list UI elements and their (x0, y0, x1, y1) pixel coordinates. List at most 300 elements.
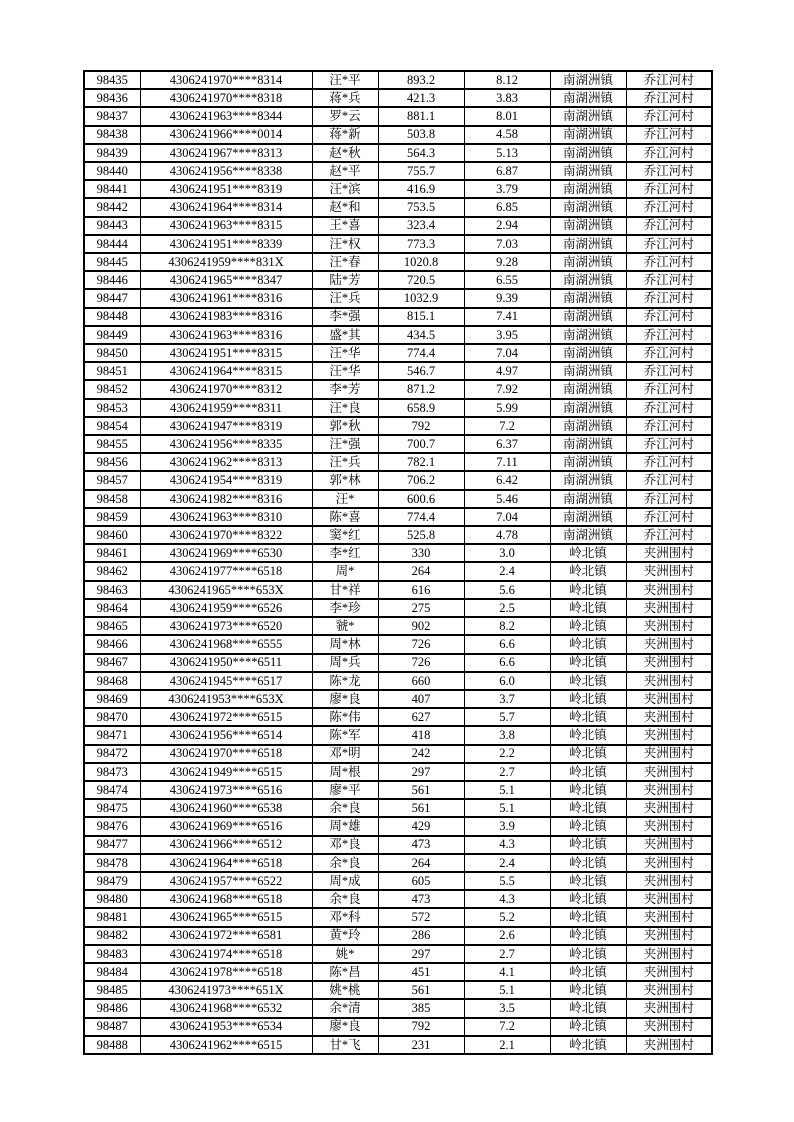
cell-serial: 98485 (84, 981, 140, 999)
cell-id_masked: 4306241960****6538 (140, 799, 312, 817)
cell-name: 余*良 (312, 890, 378, 908)
cell-name: 汪* (312, 490, 378, 508)
table-row (84, 198, 712, 216)
cell-amount: 385 (378, 999, 464, 1017)
cell-serial: 98464 (84, 599, 140, 617)
cell-id_masked: 4306241970****8322 (140, 526, 312, 544)
cell-village: 乔江河村 (626, 144, 712, 162)
cell-serial: 98481 (84, 908, 140, 926)
cell-town: 南湖洲镇 (550, 235, 626, 253)
cell-name: 余*清 (312, 999, 378, 1017)
cell-serial: 98457 (84, 471, 140, 489)
cell-amount: 773.3 (378, 235, 464, 253)
cell-id_masked: 4306241966****0014 (140, 126, 312, 144)
cell-name: 邓*科 (312, 908, 378, 926)
cell-village: 夹洲围村 (626, 654, 712, 672)
cell-town: 岭北镇 (550, 890, 626, 908)
cell-name: 赵*和 (312, 198, 378, 216)
cell-name: 郭*秋 (312, 417, 378, 435)
cell-ratio: 5.1 (464, 781, 550, 799)
cell-amount: 407 (378, 690, 464, 708)
cell-ratio: 9.39 (464, 289, 550, 307)
cell-id_masked: 4306241983****8316 (140, 308, 312, 326)
cell-amount: 815.1 (378, 308, 464, 326)
cell-serial: 98482 (84, 927, 140, 945)
cell-name: 廖*良 (312, 690, 378, 708)
cell-serial: 98455 (84, 435, 140, 453)
cell-town: 岭北镇 (550, 781, 626, 799)
cell-serial: 98436 (84, 89, 140, 107)
cell-ratio: 4.3 (464, 890, 550, 908)
cell-id_masked: 4306241972****6515 (140, 708, 312, 726)
table-row (84, 126, 712, 144)
cell-village: 乔江河村 (626, 399, 712, 417)
table-row (84, 763, 712, 781)
cell-amount: 881.1 (378, 107, 464, 125)
cell-village: 乔江河村 (626, 453, 712, 471)
cell-town: 岭北镇 (550, 836, 626, 854)
cell-village: 夹洲围村 (626, 635, 712, 653)
cell-town: 岭北镇 (550, 654, 626, 672)
cell-serial: 98477 (84, 836, 140, 854)
cell-village: 乔江河村 (626, 417, 712, 435)
cell-town: 南湖洲镇 (550, 71, 626, 89)
cell-id_masked: 4306241963****8310 (140, 508, 312, 526)
cell-amount: 774.4 (378, 344, 464, 362)
table-row (84, 562, 712, 580)
cell-ratio: 6.55 (464, 271, 550, 289)
cell-ratio: 6.87 (464, 162, 550, 180)
cell-ratio: 3.0 (464, 544, 550, 562)
cell-name: 周*雄 (312, 817, 378, 835)
cell-ratio: 2.2 (464, 745, 550, 763)
table-row (84, 799, 712, 817)
cell-id_masked: 4306241959****8311 (140, 399, 312, 417)
cell-ratio: 8.2 (464, 617, 550, 635)
cell-serial: 98465 (84, 617, 140, 635)
cell-ratio: 8.12 (464, 71, 550, 89)
cell-serial: 98467 (84, 654, 140, 672)
cell-id_masked: 4306241956****6514 (140, 726, 312, 744)
table-row (84, 107, 712, 125)
cell-village: 夹洲围村 (626, 799, 712, 817)
cell-village: 乔江河村 (626, 180, 712, 198)
cell-amount: 264 (378, 854, 464, 872)
cell-town: 岭北镇 (550, 1036, 626, 1054)
cell-serial: 98446 (84, 271, 140, 289)
table-row (84, 872, 712, 890)
cell-amount: 429 (378, 817, 464, 835)
cell-serial: 98462 (84, 562, 140, 580)
cell-serial: 98438 (84, 126, 140, 144)
cell-amount: 616 (378, 581, 464, 599)
cell-amount: 561 (378, 781, 464, 799)
cell-village: 夹洲围村 (626, 544, 712, 562)
cell-town: 岭北镇 (550, 908, 626, 926)
cell-village: 夹洲围村 (626, 690, 712, 708)
cell-id_masked: 4306241964****8314 (140, 198, 312, 216)
cell-name: 汪*兵 (312, 289, 378, 307)
table-row (84, 854, 712, 872)
table-row (84, 435, 712, 453)
cell-town: 南湖洲镇 (550, 380, 626, 398)
cell-serial: 98460 (84, 526, 140, 544)
cell-serial: 98456 (84, 453, 140, 471)
cell-town: 南湖洲镇 (550, 490, 626, 508)
table-row (84, 544, 712, 562)
cell-ratio: 2.6 (464, 927, 550, 945)
cell-id_masked: 4306241966****6512 (140, 836, 312, 854)
cell-amount: 297 (378, 763, 464, 781)
cell-name: 盛*其 (312, 326, 378, 344)
table-row (84, 380, 712, 398)
cell-name: 赵*秋 (312, 144, 378, 162)
table-row (84, 745, 712, 763)
cell-serial: 98459 (84, 508, 140, 526)
cell-serial: 98466 (84, 635, 140, 653)
cell-id_masked: 4306241949****6515 (140, 763, 312, 781)
cell-name: 汪*华 (312, 362, 378, 380)
cell-name: 陆*芳 (312, 271, 378, 289)
cell-village: 乔江河村 (626, 235, 712, 253)
cell-id_masked: 4306241967****8313 (140, 144, 312, 162)
cell-id_masked: 4306241962****8313 (140, 453, 312, 471)
cell-name: 虢* (312, 617, 378, 635)
cell-name: 汪*滨 (312, 180, 378, 198)
cell-town: 岭北镇 (550, 963, 626, 981)
cell-name: 汪*权 (312, 235, 378, 253)
cell-ratio: 2.94 (464, 217, 550, 235)
cell-town: 岭北镇 (550, 635, 626, 653)
cell-ratio: 5.1 (464, 799, 550, 817)
table-row (84, 471, 712, 489)
cell-town: 岭北镇 (550, 599, 626, 617)
cell-village: 夹洲围村 (626, 781, 712, 799)
cell-village: 夹洲围村 (626, 745, 712, 763)
cell-town: 岭北镇 (550, 763, 626, 781)
cell-village: 夹洲围村 (626, 581, 712, 599)
cell-amount: 242 (378, 745, 464, 763)
cell-town: 岭北镇 (550, 708, 626, 726)
cell-serial: 98447 (84, 289, 140, 307)
table-row (84, 399, 712, 417)
cell-town: 南湖洲镇 (550, 217, 626, 235)
cell-town: 南湖洲镇 (550, 126, 626, 144)
cell-amount: 755.7 (378, 162, 464, 180)
table-row (84, 289, 712, 307)
cell-serial: 98452 (84, 380, 140, 398)
cell-ratio: 3.7 (464, 690, 550, 708)
cell-village: 夹洲围村 (626, 763, 712, 781)
cell-ratio: 4.78 (464, 526, 550, 544)
cell-serial: 98441 (84, 180, 140, 198)
cell-town: 南湖洲镇 (550, 362, 626, 380)
cell-name: 李*珍 (312, 599, 378, 617)
cell-name: 蒋*新 (312, 126, 378, 144)
cell-amount: 418 (378, 726, 464, 744)
cell-amount: 605 (378, 872, 464, 890)
cell-town: 南湖洲镇 (550, 344, 626, 362)
cell-ratio: 3.79 (464, 180, 550, 198)
cell-id_masked: 4306241959****6526 (140, 599, 312, 617)
cell-id_masked: 4306241964****6518 (140, 854, 312, 872)
cell-town: 南湖洲镇 (550, 526, 626, 544)
cell-name: 窦*红 (312, 526, 378, 544)
cell-name: 周* (312, 562, 378, 580)
cell-name: 廖*良 (312, 1018, 378, 1036)
cell-serial: 98443 (84, 217, 140, 235)
cell-id_masked: 4306241977****6518 (140, 562, 312, 580)
table-row (84, 362, 712, 380)
cell-town: 南湖洲镇 (550, 289, 626, 307)
cell-id_masked: 4306241962****6515 (140, 1036, 312, 1054)
cell-ratio: 4.3 (464, 836, 550, 854)
cell-name: 罗*云 (312, 107, 378, 125)
cell-ratio: 6.6 (464, 654, 550, 672)
cell-name: 周*根 (312, 763, 378, 781)
cell-serial: 98486 (84, 999, 140, 1017)
cell-name: 李*红 (312, 544, 378, 562)
cell-amount: 660 (378, 672, 464, 690)
cell-town: 岭北镇 (550, 945, 626, 963)
cell-serial: 98440 (84, 162, 140, 180)
cell-name: 李*芳 (312, 380, 378, 398)
cell-amount: 286 (378, 927, 464, 945)
table-row (84, 1018, 712, 1036)
cell-village: 乔江河村 (626, 362, 712, 380)
table-row (84, 271, 712, 289)
cell-id_masked: 4306241947****8319 (140, 417, 312, 435)
cell-amount: 330 (378, 544, 464, 562)
cell-town: 南湖洲镇 (550, 326, 626, 344)
cell-name: 甘*祥 (312, 581, 378, 599)
cell-amount: 297 (378, 945, 464, 963)
cell-village: 夹洲围村 (626, 999, 712, 1017)
cell-amount: 323.4 (378, 217, 464, 235)
cell-amount: 753.5 (378, 198, 464, 216)
cell-id_masked: 4306241951****8339 (140, 235, 312, 253)
cell-name: 邓*良 (312, 836, 378, 854)
cell-village: 夹洲围村 (626, 908, 712, 926)
table-row (84, 672, 712, 690)
cell-serial: 98442 (84, 198, 140, 216)
cell-serial: 98444 (84, 235, 140, 253)
cell-name: 姚* (312, 945, 378, 963)
cell-name: 陈*军 (312, 726, 378, 744)
cell-village: 夹洲围村 (626, 963, 712, 981)
cell-name: 余*良 (312, 854, 378, 872)
cell-serial: 98449 (84, 326, 140, 344)
cell-id_masked: 4306241972****6581 (140, 927, 312, 945)
cell-serial: 98461 (84, 544, 140, 562)
cell-amount: 275 (378, 599, 464, 617)
cell-id_masked: 4306241973****6516 (140, 781, 312, 799)
cell-town: 南湖洲镇 (550, 198, 626, 216)
table-row (84, 999, 712, 1017)
cell-serial: 98480 (84, 890, 140, 908)
cell-id_masked: 4306241951****8319 (140, 180, 312, 198)
cell-id_masked: 4306241956****8335 (140, 435, 312, 453)
cell-town: 南湖洲镇 (550, 308, 626, 326)
cell-name: 黄*玲 (312, 927, 378, 945)
table-row (84, 963, 712, 981)
cell-village: 夹洲围村 (626, 562, 712, 580)
cell-village: 乔江河村 (626, 162, 712, 180)
cell-town: 岭北镇 (550, 799, 626, 817)
cell-amount: 726 (378, 635, 464, 653)
cell-amount: 658.9 (378, 399, 464, 417)
cell-amount: 416.9 (378, 180, 464, 198)
cell-name: 周*林 (312, 635, 378, 653)
cell-ratio: 9.28 (464, 253, 550, 271)
cell-serial: 98483 (84, 945, 140, 963)
cell-village: 夹洲围村 (626, 1018, 712, 1036)
cell-serial: 98473 (84, 763, 140, 781)
cell-village: 乔江河村 (626, 271, 712, 289)
cell-ratio: 6.85 (464, 198, 550, 216)
cell-ratio: 5.13 (464, 144, 550, 162)
table-body (84, 71, 712, 1054)
cell-id_masked: 4306241963****8316 (140, 326, 312, 344)
cell-serial: 98469 (84, 690, 140, 708)
cell-ratio: 8.01 (464, 107, 550, 125)
cell-village: 夹洲围村 (626, 872, 712, 890)
cell-id_masked: 4306241973****6520 (140, 617, 312, 635)
table-row (84, 945, 712, 963)
cell-village: 乔江河村 (626, 435, 712, 453)
cell-serial: 98437 (84, 107, 140, 125)
cell-serial: 98439 (84, 144, 140, 162)
cell-ratio: 5.2 (464, 908, 550, 926)
table-row (84, 581, 712, 599)
cell-ratio: 5.1 (464, 981, 550, 999)
cell-amount: 434.5 (378, 326, 464, 344)
cell-village: 乔江河村 (626, 253, 712, 271)
cell-id_masked: 4306241945****6517 (140, 672, 312, 690)
cell-serial: 98478 (84, 854, 140, 872)
cell-amount: 893.2 (378, 71, 464, 89)
cell-amount: 264 (378, 562, 464, 580)
cell-amount: 720.5 (378, 271, 464, 289)
cell-name: 周*兵 (312, 654, 378, 672)
cell-serial: 98484 (84, 963, 140, 981)
cell-ratio: 2.1 (464, 1036, 550, 1054)
cell-village: 乔江河村 (626, 308, 712, 326)
cell-ratio: 5.6 (464, 581, 550, 599)
cell-village: 乔江河村 (626, 526, 712, 544)
cell-id_masked: 4306241974****6518 (140, 945, 312, 963)
table-row (84, 89, 712, 107)
cell-town: 岭北镇 (550, 672, 626, 690)
cell-town: 南湖洲镇 (550, 107, 626, 125)
cell-serial: 98463 (84, 581, 140, 599)
cell-serial: 98476 (84, 817, 140, 835)
cell-name: 汪*良 (312, 399, 378, 417)
cell-id_masked: 4306241957****6522 (140, 872, 312, 890)
cell-name: 甘*飞 (312, 1036, 378, 1054)
cell-amount: 792 (378, 417, 464, 435)
cell-amount: 700.7 (378, 435, 464, 453)
cell-town: 岭北镇 (550, 854, 626, 872)
cell-serial: 98445 (84, 253, 140, 271)
cell-amount: 706.2 (378, 471, 464, 489)
cell-serial: 98471 (84, 726, 140, 744)
cell-name: 廖*平 (312, 781, 378, 799)
cell-id_masked: 4306241970****8318 (140, 89, 312, 107)
cell-ratio: 2.7 (464, 945, 550, 963)
cell-amount: 561 (378, 799, 464, 817)
cell-town: 南湖洲镇 (550, 453, 626, 471)
cell-id_masked: 4306241965****6515 (140, 908, 312, 926)
cell-ratio: 4.97 (464, 362, 550, 380)
cell-name: 汪*春 (312, 253, 378, 271)
cell-amount: 782.1 (378, 453, 464, 471)
cell-amount: 902 (378, 617, 464, 635)
cell-village: 乔江河村 (626, 71, 712, 89)
cell-serial: 98475 (84, 799, 140, 817)
cell-id_masked: 4306241970****6518 (140, 745, 312, 763)
cell-id_masked: 4306241951****8315 (140, 344, 312, 362)
cell-serial: 98450 (84, 344, 140, 362)
cell-town: 岭北镇 (550, 690, 626, 708)
table-row (84, 690, 712, 708)
cell-village: 乔江河村 (626, 471, 712, 489)
table-row (84, 708, 712, 726)
cell-amount: 421.3 (378, 89, 464, 107)
cell-ratio: 5.99 (464, 399, 550, 417)
cell-id_masked: 4306241968****6555 (140, 635, 312, 653)
table-row (84, 836, 712, 854)
cell-id_masked: 4306241961****8316 (140, 289, 312, 307)
cell-serial: 98454 (84, 417, 140, 435)
cell-ratio: 3.95 (464, 326, 550, 344)
cell-name: 陈*伟 (312, 708, 378, 726)
cell-town: 南湖洲镇 (550, 471, 626, 489)
cell-id_masked: 4306241965****8347 (140, 271, 312, 289)
cell-town: 岭北镇 (550, 817, 626, 835)
cell-amount: 1032.9 (378, 289, 464, 307)
cell-serial: 98453 (84, 399, 140, 417)
cell-serial: 98474 (84, 781, 140, 799)
cell-id_masked: 4306241963****8315 (140, 217, 312, 235)
cell-id_masked: 4306241968****6532 (140, 999, 312, 1017)
cell-id_masked: 4306241969****6530 (140, 544, 312, 562)
cell-amount: 600.6 (378, 490, 464, 508)
table-row (84, 453, 712, 471)
cell-village: 夹洲围村 (626, 708, 712, 726)
cell-town: 南湖洲镇 (550, 399, 626, 417)
cell-id_masked: 4306241970****8314 (140, 71, 312, 89)
cell-id_masked: 4306241978****6518 (140, 963, 312, 981)
table-row (84, 326, 712, 344)
cell-serial: 98468 (84, 672, 140, 690)
cell-id_masked: 4306241965****653X (140, 581, 312, 599)
cell-ratio: 7.04 (464, 508, 550, 526)
cell-village: 乔江河村 (626, 198, 712, 216)
cell-village: 乔江河村 (626, 344, 712, 362)
cell-village: 夹洲围村 (626, 617, 712, 635)
cell-serial: 98472 (84, 745, 140, 763)
cell-town: 南湖洲镇 (550, 508, 626, 526)
cell-amount: 774.4 (378, 508, 464, 526)
cell-ratio: 6.42 (464, 471, 550, 489)
cell-ratio: 2.5 (464, 599, 550, 617)
cell-village: 乔江河村 (626, 89, 712, 107)
cell-amount: 572 (378, 908, 464, 926)
table-row (84, 635, 712, 653)
cell-ratio: 2.4 (464, 854, 550, 872)
table-row (84, 308, 712, 326)
